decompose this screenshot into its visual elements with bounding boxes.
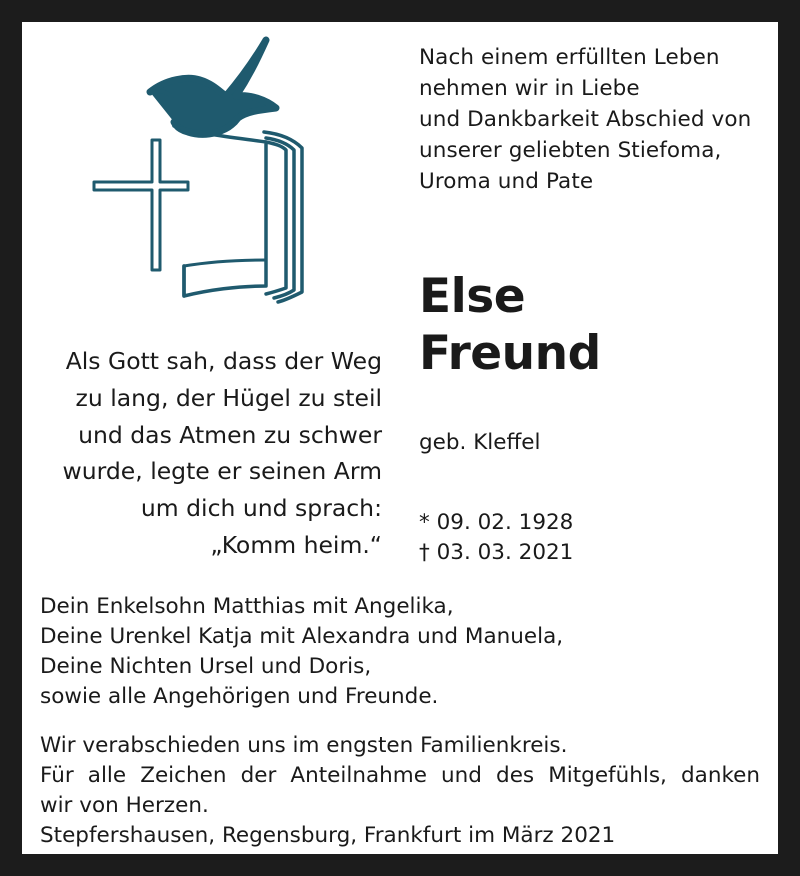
deceased-name [419,268,779,382]
intro-line: Nach einem erfüllten Leben [419,45,720,70]
verse-line: und das Atmen zu schwer [78,420,382,449]
intro-line: und Dankbarkeit Abschied von [419,107,752,132]
birth-name: geb. Kleffel [419,430,541,455]
life-dates [419,508,719,568]
mourner-line: sowie alle Angehörigen und Freunde. [40,684,439,709]
death-date: † 03. 03. 2021 [419,540,574,565]
intro-text [419,42,779,197]
verse-quote [30,343,382,564]
closing-line: Wir verabschieden uns im engsten Familienkreis. [40,733,568,758]
verse-line: um dich und sprach: [140,494,382,523]
intro-line: unserer geliebten Stiefoma, [419,138,722,163]
intro-line: Uroma und Pate [419,169,594,194]
mourner-line: Dein Enkelsohn Matthias mit Angelika, [40,594,454,619]
mourners-list [40,592,770,712]
verse-line: zu lang, der Hügel zu steil [75,383,382,412]
mourner-line: Deine Urenkel Katja mit Alexandra und Manuela, [40,624,564,649]
closing-text [40,731,760,851]
intro-line: nehmen wir in Liebe [419,76,640,101]
dove-cross-bible-icon [88,34,313,306]
first-name: Else [419,269,526,324]
mourner-line: Deine Nichten Ursel und Doris, [40,654,372,679]
last-name: Freund [419,326,601,381]
verse-line: „Komm heim.“ [210,530,382,559]
closing-line: Für alle Zeichen der Anteilnahme und des Mitgefühls, danken [40,763,760,788]
birth-date: * 09. 02. 1928 [419,510,574,535]
verse-line: Als Gott sah, dass der Weg [65,347,382,375]
place-and-date: Stepfershausen, Regensburg, Frankfurt im März 2021 [40,823,616,848]
closing-line: wir von Herzen. [40,793,209,818]
verse-line: wurde, legte er seinen Arm [62,457,382,486]
